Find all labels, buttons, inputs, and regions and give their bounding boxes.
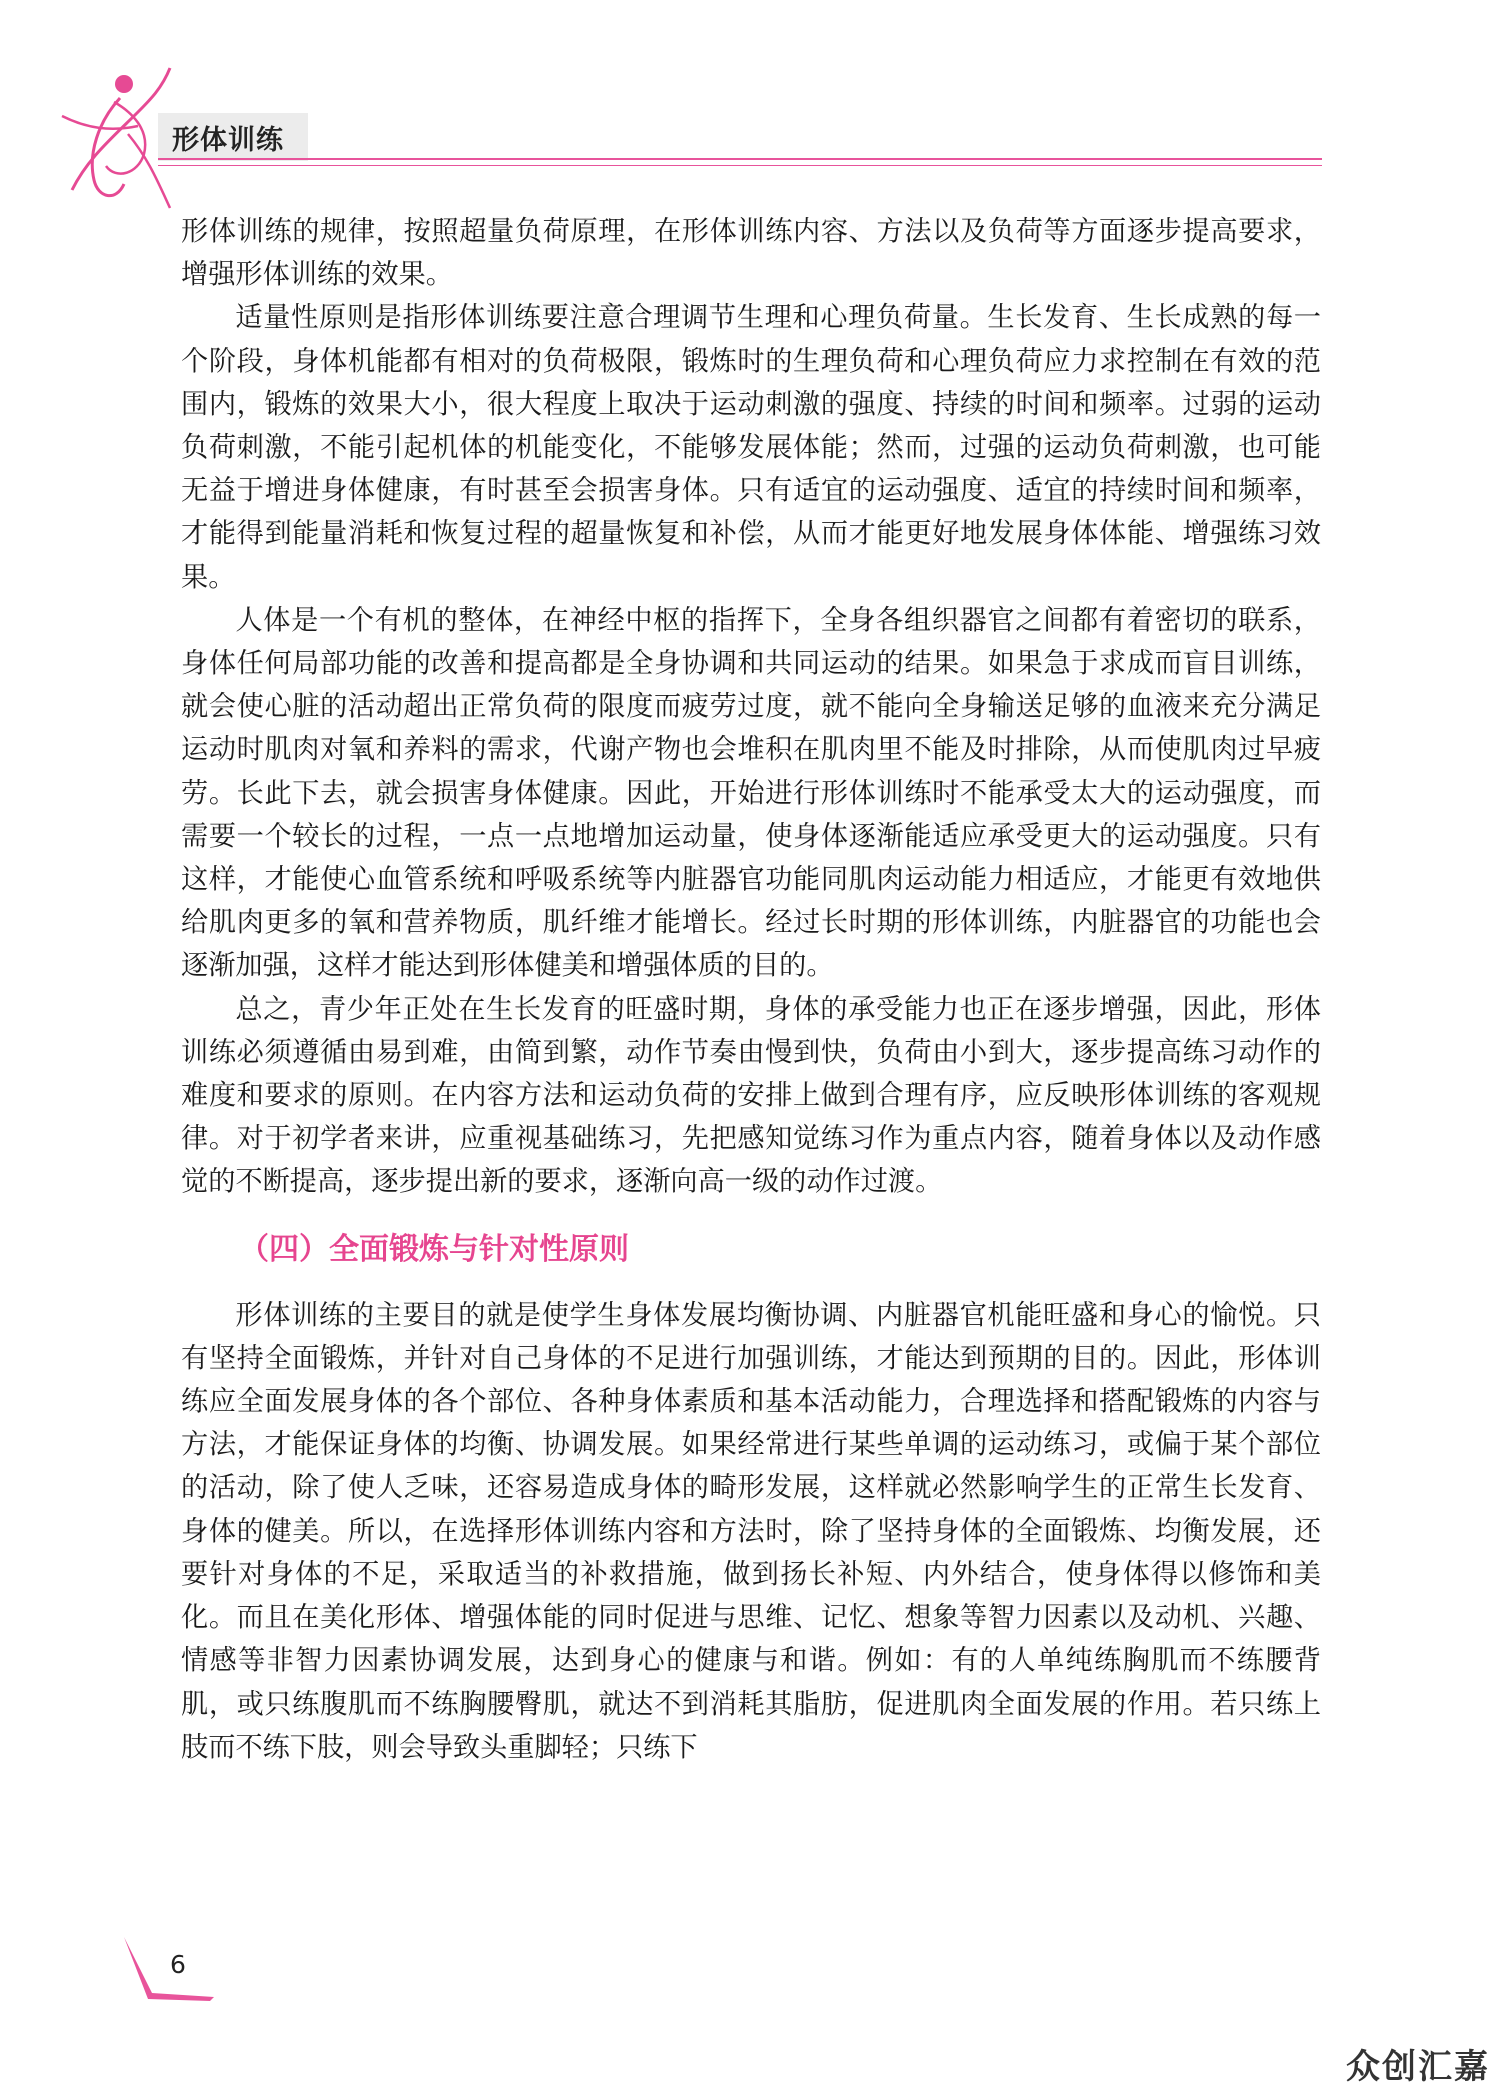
paragraph: 形体训练的规律，按照超量负荷原理，在形体训练内容、方法以及负荷等方面逐步提高要求，增强形体训练的效果。 <box>181 216 1321 291</box>
page-number: 6 <box>170 1950 186 1979</box>
watermark-text: 众创汇嘉 <box>1346 2047 1490 2087</box>
header-rule <box>158 158 1322 160</box>
paragraph: 人体是一个有机的整体，在神经中枢的指挥下，全身各组织器官之间都有着密切的联系，身体任何局部功能的改善和提高都是全身协调和共同运动的结果。如果急于求成而盲目训练，就会使心脏的活动超出正常负荷的限度而疲劳过度，就不能向全身输送足够的血液来充分满足运动时肌肉对氧和养料的需求，代谢产物也会堆积在肌肉里不能及时排除，从而使肌肉过早疲劳。长此下去，就会损害身体健康。因此，开始进行形体训练时不能承受太大的运动强度，而需要一个较长的过程，一点一点地增加运动量，使身体逐渐能适应承受更大的运动强度。只有这样，才能使心血管系统和呼吸系统等内脏器官功能同肌肉运动能力相适应，才能更有效地供给肌肉更多的氧和营养物质，肌纤维才能增长。经过长时期的形体训练，内脏器官的功能也会逐渐加强，这样才能达到形体健美和增强体质的目的。 <box>181 604 1321 982</box>
paragraph: 形体训练的主要目的就是使学生身体发展均衡协调、内脏器官机能旺盛和身心的愉悦。只有坚持全面锻炼，并针对自己身体的不足进行加强训练，才能达到预期的目的。因此，形体训练应全面发展身体的各个部位、各种身体素质和基本活动能力，合理选择和搭配锻炼的内容与方法，才能保证身体的均衡、协调发展。如果经常进行某些单调的运动练习，或偏于某个部位的活动，除了使人乏味，还容易造成身体的畸形发展，这样就必然影响学生的正常生长发育、身体的健美。所以，在选择形体训练内容和方法时，除了坚持身体的全面锻炼、均衡发展，还要针对身体的不足，采取适当的补救措施，做到扬长补短、内外结合，使身体得以修饰和美化。而且在美化形体、增强体能的同时促进与思维、记忆、想象等智力因素以及动机、兴趣、情感等非智力因素协调发展，达到身心的健康与和谐。例如：有的人单纯练胸肌而不练腰背肌，或只练腹肌而不练胸腰臀肌，就达不到消耗其脂肪，促进肌肉全面发展的作用。若只练上肢而不练下肢，则会导致头重脚轻；只练下 <box>181 1299 1321 1763</box>
page-header-title: 形体训练 <box>172 125 284 156</box>
paragraph: 总之，青少年正处在生长发育的旺盛时期，身体的承受能力也正在逐步增强，因此，形体训练必须遵循由易到难，由简到繁，动作节奏由慢到快，负荷由小到大，逐步提高练习动作的难度和要求的原则。在内容方法和运动负荷的安排上做到合理有序，应反映形体训练的客观规律。对于初学者来讲，应重视基础练习，先把感知觉练习作为重点内容，随着身体以及动作感觉的不断提高，逐步提出新的要求，逐渐向高一级的动作过渡。 <box>181 993 1321 1198</box>
header-rule-thin <box>158 165 1322 166</box>
paragraph: 适量性原则是指形体训练要注意合理调节生理和心理负荷量。生长发育、生长成熟的每一个阶段，身体机能都有相对的负荷极限，锻炼时的生理负荷和心理负荷应力求控制在有效的范围内，锻炼的效果大小，很大程度上取决于运动刺激的强度、持续的时间和频率。过弱的运动负荷刺激，不能引起机体的机能变化，不能够发展体能；然而，过强的运动负荷刺激，也可能无益于增进身体健康，有时甚至会损害身体。只有适宜的运动强度、适宜的持续时间和频率，才能得到能量消耗和恢复过程的超量恢复和补偿，从而才能更好地发展身体体能、增强练习效果。 <box>181 302 1321 593</box>
body-text <box>181 210 1321 1769</box>
section-heading: （四）全面锻炼与针对性原则 <box>239 1231 629 1267</box>
corner-ribbon-icon <box>118 1935 218 2010</box>
